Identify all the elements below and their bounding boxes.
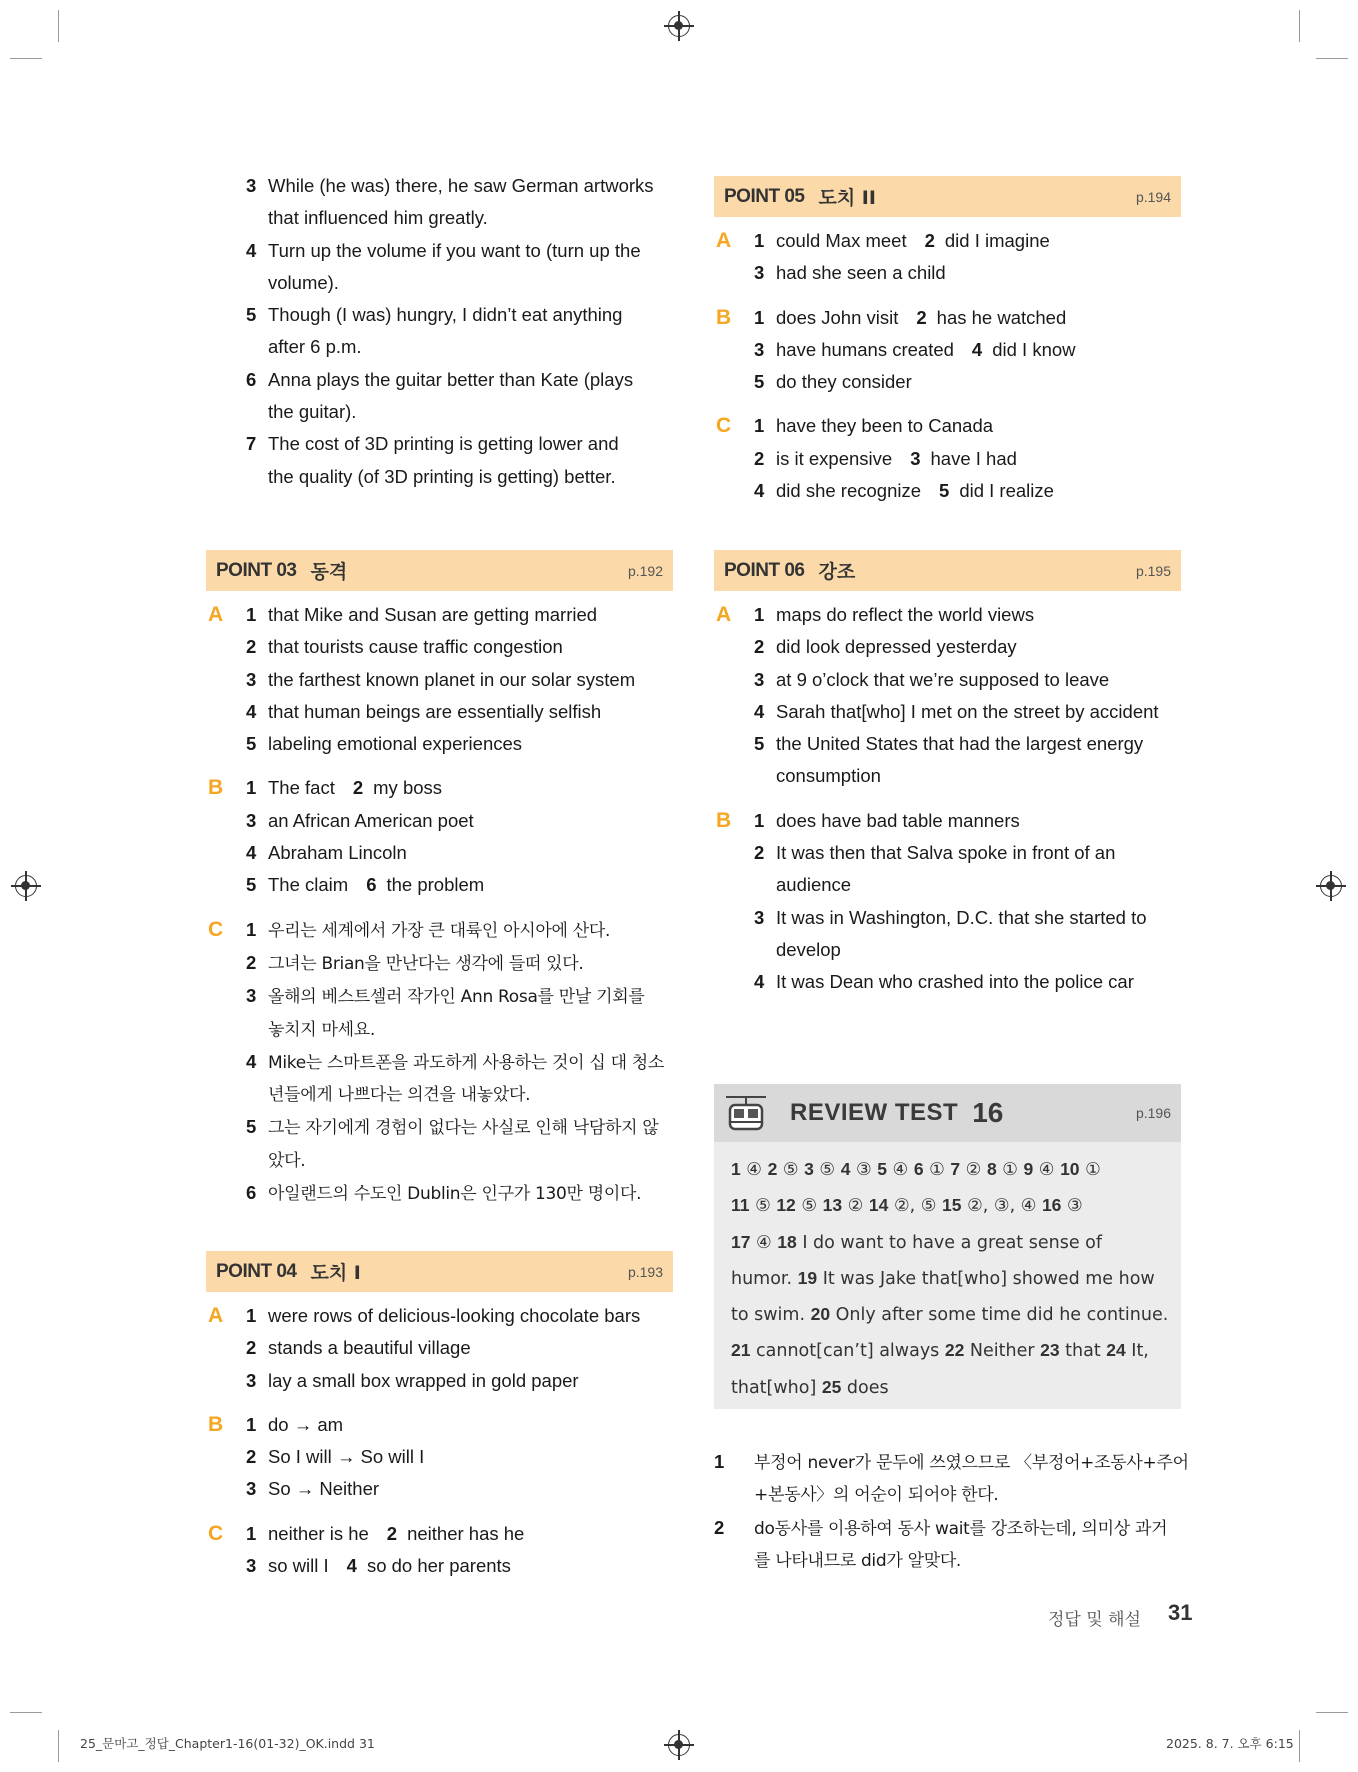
section-b — [206, 1409, 673, 1506]
section-b — [714, 302, 1181, 399]
list-item: 3 올해의 베스트셀러 작가인 Ann Rosa를 만날 기회를 놓치지 마세요. — [246, 985, 645, 1040]
list-item: 3 So → Neither — [246, 1478, 380, 1500]
review-answers — [714, 1142, 1181, 1406]
review-answer-line: 11 ⑤ 12 ⑤ 13 ② 14 ②, ⑤ 15 ②, ③, ④ 16 ③ — [731, 1195, 1083, 1217]
point-label: POINT 04 — [216, 1260, 297, 1282]
list-item: 3 have humans created 4 did I know — [754, 338, 1076, 360]
list-item: 1 우리는 세계에서 가장 큰 대륙인 아시아에 산다. — [246, 918, 611, 941]
page-number: 31 — [1168, 1600, 1193, 1625]
explanation-item: 1 부정어 never가 문두에 쓰였으므로 〈부정어+조동사+주어 +본동사〉의 어순이 되어야 한다. — [714, 1451, 1189, 1506]
answer-text: The cost of 3D printing is getting lower and — [268, 433, 619, 455]
list-item: 5 do they consider — [754, 371, 912, 393]
slug-date: 2025. 8. 7. 오후 6:15 — [1166, 1736, 1294, 1751]
point04-section — [206, 1251, 673, 1594]
point05-section — [714, 176, 1181, 519]
review-answer-line: 21 cannot[can’t] always 22 Neither 23 that 24 It, — [731, 1340, 1149, 1362]
list-item: 1 have they been to Canada — [754, 415, 994, 437]
top-left-items — [206, 170, 673, 493]
section-c — [714, 410, 1181, 507]
crop-mark — [58, 10, 59, 42]
review-answer-line: to swim. 20 Only after some time did he continue. — [731, 1304, 1169, 1326]
section-c — [206, 1518, 673, 1583]
answer-text: that influenced him greatly. — [268, 207, 488, 229]
page-reference: p.195 — [1135, 562, 1171, 579]
review-answer-line: humor. 19 It was Jake that[who] showed me how — [731, 1267, 1155, 1289]
point06-section — [714, 550, 1181, 1011]
item-number: 6 — [246, 368, 257, 390]
crop-mark — [10, 1712, 42, 1713]
list-item — [246, 235, 673, 300]
answer-text: volume). — [268, 271, 339, 293]
review-answer-line: 1 ④ 2 ⑤ 3 ⑤ 4 ③ 5 ④ 6 ① 7 ② 8 ① 9 ④ 10 ① — [731, 1159, 1101, 1180]
list-item: 3 so will I 4 so do her parents — [246, 1555, 511, 1577]
page-reference: p.192 — [627, 562, 663, 579]
review-test-number: 16 — [972, 1097, 1004, 1128]
section-letter: B — [716, 808, 732, 832]
section-a — [206, 599, 673, 760]
page-reference: p.193 — [627, 1263, 663, 1280]
list-item: 3 It was in Washington, D.C. that she started to develop — [754, 906, 1147, 960]
list-item: 4 Mike는 스마트폰을 과도하게 사용하는 것이 십 대 청소 년들에게 나쁘다는 의견을 내놓았다. — [246, 1050, 665, 1106]
list-item: 3 an African American poet — [246, 809, 474, 831]
list-item: 2 그녀는 Brian을 만난다는 생각에 들떠 있다. — [246, 951, 584, 974]
list-item: 1 does have bad table manners — [754, 809, 1020, 831]
review-answer-line: 17 ④ 18 I do want to have a great sense of — [731, 1231, 1103, 1253]
point03-section — [206, 550, 673, 1222]
point-title: 도치 I — [310, 1262, 361, 1284]
list-item: 5 그는 자기에게 경험이 없다는 사실로 인해 낙담하지 않 았다. — [246, 1116, 659, 1171]
list-item: 1 does John visit 2 has he watched — [754, 306, 1067, 328]
list-item: 1 that Mike and Susan are getting married — [246, 604, 598, 625]
point-label: POINT 05 — [724, 185, 805, 207]
review-test-title: REVIEW TEST — [790, 1099, 959, 1126]
list-item: 3 lay a small box wrapped in gold paper — [246, 1369, 579, 1391]
gondola-icon — [724, 1093, 768, 1133]
section-b — [714, 805, 1181, 999]
list-item: 4 Abraham Lincoln — [246, 842, 407, 864]
registration-mark-icon — [668, 1734, 690, 1756]
point06-header — [714, 550, 1181, 591]
answer-text: the guitar). — [268, 401, 357, 423]
section-letter: C — [716, 414, 732, 438]
point-title: 강조 — [818, 561, 856, 583]
section-a — [714, 599, 1181, 793]
answer-text: Though (I was) hungry, I didn’t eat anything — [268, 304, 623, 326]
list-item: 1 could Max meet 2 did I imagine — [754, 230, 1050, 251]
section-letter: B — [716, 305, 732, 329]
list-item: 5 The claim 6 the problem — [246, 874, 485, 896]
point-title: 동격 — [310, 561, 348, 583]
list-item — [246, 170, 673, 235]
left-column — [206, 170, 673, 505]
list-item: 2 is it expensive 3 have I had — [754, 447, 1017, 469]
section-c — [206, 914, 673, 1211]
point05-header — [714, 176, 1181, 217]
answer-text: Anna plays the guitar better than Kate (plays — [268, 368, 634, 390]
list-item: 2 did look depressed yesterday — [754, 636, 1017, 658]
item-number: 5 — [246, 304, 257, 326]
point03-header — [206, 550, 673, 591]
section-letter: A — [208, 1304, 224, 1327]
list-item: 3 at 9 o’clock that we’re supposed to leave — [754, 668, 1110, 690]
list-item: 6 아일랜드의 수도인 Dublin은 인구가 130만 명이다. — [246, 1182, 642, 1205]
list-item: 5 the United States that had the largest energy consumption — [754, 733, 1144, 787]
review-answer-line: that[who] 25 does — [731, 1376, 889, 1398]
section-letter: B — [208, 1412, 224, 1436]
section-letter: C — [208, 917, 224, 941]
list-item: 3 had she seen a child — [754, 262, 946, 284]
list-item: 2 that tourists cause traffic congestion — [246, 636, 563, 658]
answer-text: Turn up the volume if you want to (turn up the — [268, 239, 641, 261]
registration-mark-icon — [15, 875, 37, 897]
explanations — [714, 1446, 1189, 1589]
section-letter: A — [716, 229, 732, 252]
page-reference: p.194 — [1135, 188, 1171, 205]
list-item — [246, 299, 673, 364]
crop-mark — [1299, 10, 1300, 42]
list-item: 4 that human beings are essentially selfish — [246, 700, 602, 722]
registration-mark-icon — [1320, 875, 1342, 897]
list-item: 2 stands a beautiful village — [246, 1337, 471, 1359]
point-label: POINT 06 — [724, 559, 805, 581]
section-letter: C — [208, 1521, 224, 1545]
point-label: POINT 03 — [216, 559, 297, 581]
list-item: 1 neither is he 2 neither has he — [246, 1522, 525, 1544]
list-item: 4 Sarah that[who] I met on the street by accident — [754, 700, 1159, 722]
list-item: 5 labeling emotional experiences — [246, 733, 523, 755]
list-item: 1 do → am — [246, 1413, 344, 1435]
crop-mark — [1316, 1712, 1348, 1713]
slug-filename: 25_문마고_정답_Chapter1-16(01-32)_OK.indd 31 — [80, 1736, 375, 1751]
item-number: 7 — [246, 433, 257, 455]
list-item: 2 So I will → So will I — [246, 1446, 425, 1468]
list-item: 1 The fact 2 my boss — [246, 777, 443, 799]
list-item — [246, 364, 673, 429]
explanation-item: 2 do동사를 이용하여 동사 wait를 강조하는데, 의미상 과거 를 나타내므로 did가 알맞다. — [714, 1516, 1168, 1571]
list-item: 2 It was then that Salva spoke in front of an audience — [754, 842, 1116, 896]
answer-text: the quality (of 3D printing is getting) better. — [268, 465, 616, 487]
footer-title: 정답 및 해설 — [1048, 1610, 1141, 1630]
crop-mark — [1316, 58, 1348, 59]
page-reference: p.196 — [1135, 1105, 1171, 1121]
item-number: 3 — [246, 175, 257, 196]
section-a — [206, 1300, 673, 1397]
list-item: 1 maps do reflect the world views — [754, 604, 1035, 625]
section-letter: A — [208, 603, 224, 626]
point04-header — [206, 1251, 673, 1292]
list-item: 3 the farthest known planet in our solar system — [246, 668, 636, 690]
item-number: 4 — [246, 239, 257, 261]
point-title: 도치 II — [818, 187, 876, 209]
review-test-box — [714, 1084, 1181, 1409]
crop-mark — [58, 1730, 59, 1762]
list-item: 4 did she recognize 5 did I realize — [754, 480, 1054, 502]
crop-mark — [1299, 1730, 1300, 1762]
review-test-header — [714, 1084, 1181, 1142]
registration-mark-icon — [668, 15, 690, 37]
list-item: 4 It was Dean who crashed into the police car — [754, 971, 1134, 993]
answer-text: While (he was) there, he saw German artworks — [268, 175, 654, 196]
section-letter: B — [208, 776, 224, 800]
section-a — [714, 225, 1181, 290]
answer-text: after 6 p.m. — [268, 336, 362, 358]
section-letter: A — [716, 603, 732, 626]
section-b — [206, 772, 673, 901]
list-item: 1 were rows of delicious-looking chocolate bars — [246, 1305, 641, 1326]
crop-mark — [10, 58, 42, 59]
list-item — [246, 428, 673, 493]
